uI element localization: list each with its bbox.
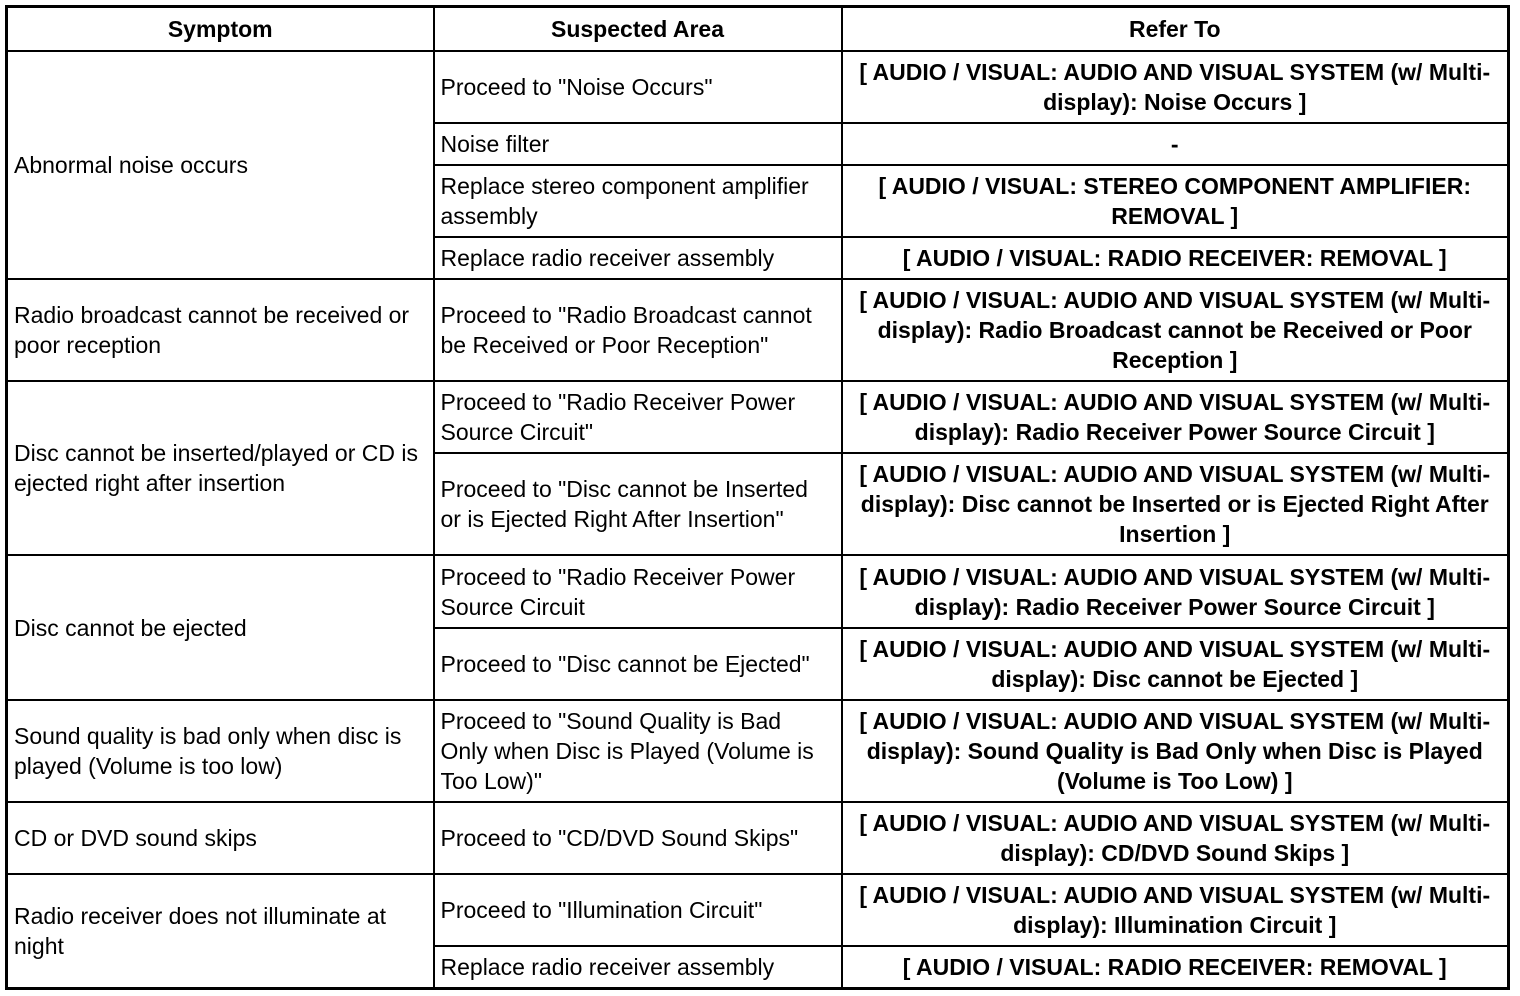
symptom-cell: Abnormal noise occurs <box>7 51 434 279</box>
table-row <box>7 555 1509 627</box>
suspected-area-cell: Proceed to "Disc cannot be Ejected" <box>434 628 842 700</box>
suspected-area-cell: Noise filter <box>434 123 842 165</box>
table-row <box>7 51 1509 123</box>
table-row <box>7 381 1509 453</box>
suspected-area-cell: Proceed to "CD/DVD Sound Skips" <box>434 802 842 874</box>
header-suspected-area: Suspected Area <box>434 7 842 51</box>
refer-to-cell: [ AUDIO / VISUAL: AUDIO AND VISUAL SYSTEM (w/ Multi-display): Radio Receiver Power Source Circuit ] <box>842 555 1509 627</box>
refer-to-cell: [ AUDIO / VISUAL: AUDIO AND VISUAL SYSTEM (w/ Multi-display): Disc cannot be Ejected ] <box>842 628 1509 700</box>
refer-to-cell: [ AUDIO / VISUAL: AUDIO AND VISUAL SYSTEM (w/ Multi-display): Illumination Circuit ] <box>842 874 1509 946</box>
table-row <box>7 802 1509 874</box>
suspected-area-cell: Proceed to "Noise Occurs" <box>434 51 842 123</box>
refer-to-cell: - <box>842 123 1509 165</box>
suspected-area-cell: Proceed to "Radio Receiver Power Source Circuit" <box>434 381 842 453</box>
refer-to-cell: [ AUDIO / VISUAL: AUDIO AND VISUAL SYSTEM (w/ Multi-display): Sound Quality is Bad Only when Disc is Played (Volume is Too Low) ] <box>842 700 1509 802</box>
header-symptom: Symptom <box>7 7 434 51</box>
refer-to-cell: [ AUDIO / VISUAL: AUDIO AND VISUAL SYSTEM (w/ Multi-display): Radio Receiver Power Source Circuit ] <box>842 381 1509 453</box>
refer-to-cell: [ AUDIO / VISUAL: RADIO RECEIVER: REMOVAL ] <box>842 946 1509 988</box>
suspected-area-cell: Proceed to "Radio Broadcast cannot be Received or Poor Reception" <box>434 279 842 381</box>
table-row <box>7 874 1509 946</box>
suspected-area-cell: Replace stereo component amplifier assembly <box>434 165 842 237</box>
suspected-area-cell: Proceed to "Sound Quality is Bad Only when Disc is Played (Volume is Too Low)" <box>434 700 842 802</box>
header-refer-to: Refer To <box>842 7 1509 51</box>
refer-to-cell: [ AUDIO / VISUAL: RADIO RECEIVER: REMOVAL ] <box>842 237 1509 279</box>
refer-to-cell: [ AUDIO / VISUAL: AUDIO AND VISUAL SYSTEM (w/ Multi-display): CD/DVD Sound Skips ] <box>842 802 1509 874</box>
refer-to-cell: [ AUDIO / VISUAL: AUDIO AND VISUAL SYSTEM (w/ Multi-display): Noise Occurs ] <box>842 51 1509 123</box>
suspected-area-cell: Replace radio receiver assembly <box>434 237 842 279</box>
troubleshooting-table <box>5 5 1510 990</box>
symptom-cell: Radio broadcast cannot be received or poor reception <box>7 279 434 381</box>
suspected-area-cell: Proceed to "Radio Receiver Power Source Circuit <box>434 555 842 627</box>
table-row <box>7 279 1509 381</box>
refer-to-cell: [ AUDIO / VISUAL: AUDIO AND VISUAL SYSTEM (w/ Multi-display): Radio Broadcast cannot be Received or Poor Reception ] <box>842 279 1509 381</box>
suspected-area-cell: Proceed to "Disc cannot be Inserted or is Ejected Right After Insertion" <box>434 453 842 555</box>
suspected-area-cell: Replace radio receiver assembly <box>434 946 842 988</box>
refer-to-cell: [ AUDIO / VISUAL: AUDIO AND VISUAL SYSTEM (w/ Multi-display): Disc cannot be Inserted or is Ejected Right After Insertion ] <box>842 453 1509 555</box>
symptom-cell: Sound quality is bad only when disc is played (Volume is too low) <box>7 700 434 802</box>
header-row <box>7 7 1509 51</box>
symptom-cell: Disc cannot be inserted/played or CD is ejected right after insertion <box>7 381 434 555</box>
table-row <box>7 700 1509 802</box>
symptom-cell: Radio receiver does not illuminate at night <box>7 874 434 988</box>
symptom-cell: CD or DVD sound skips <box>7 802 434 874</box>
symptom-cell: Disc cannot be ejected <box>7 555 434 699</box>
suspected-area-cell: Proceed to "Illumination Circuit" <box>434 874 842 946</box>
refer-to-cell: [ AUDIO / VISUAL: STEREO COMPONENT AMPLIFIER: REMOVAL ] <box>842 165 1509 237</box>
